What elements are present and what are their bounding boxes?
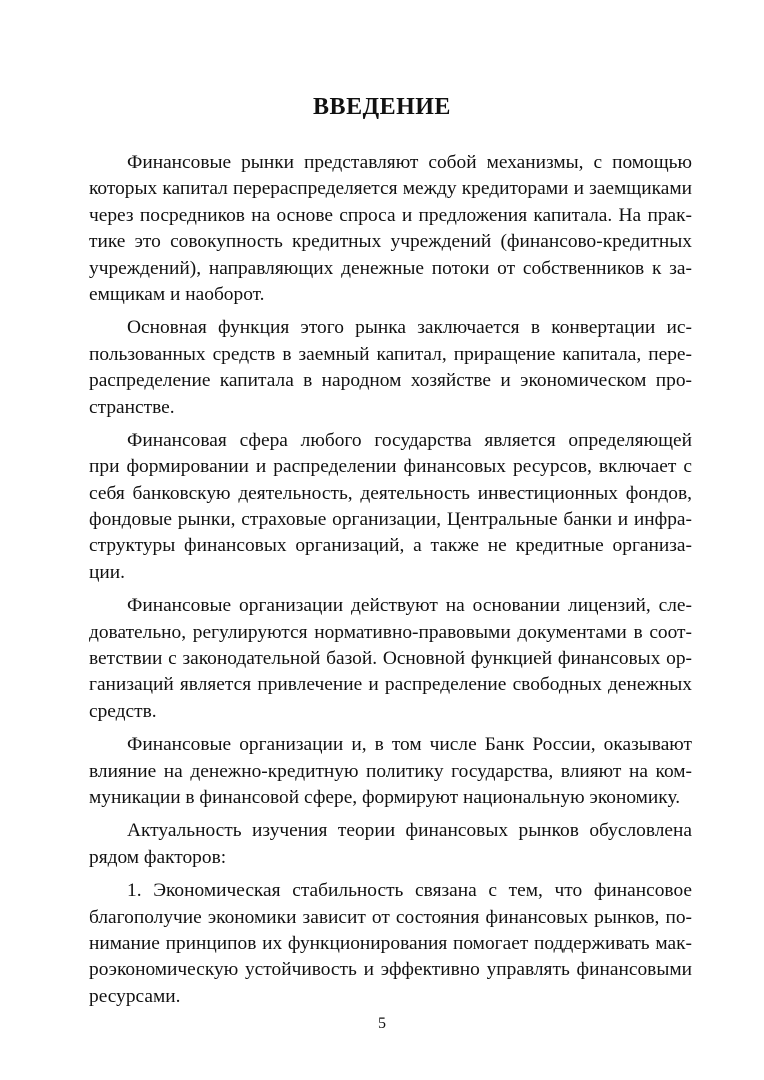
text-line: при формировании и распределении финансовых ресурсов, включает с (89, 456, 692, 478)
text-line: через посредников на основе спроса и предложения капитала. На прак- (89, 204, 692, 226)
text-line: ветствии с законодательной базой. Основной функцией финансовых ор- (89, 648, 692, 670)
text-line: довательно, регулируются нормативно-правовыми документами в соот- (89, 621, 692, 643)
text-line: рядом факторов: (89, 846, 227, 868)
paragraph (89, 150, 692, 308)
text-line: структуры финансовых организаций, а также не кредитные организа- (89, 535, 692, 557)
text-line: Финансовые рынки представляют собой механизмы, с помощью (127, 152, 692, 173)
document-body (89, 150, 692, 1017)
text-line: ганизаций является привлечение и распределение свободных денежных (89, 674, 692, 696)
text-line: роэкономическую устойчивость и эффективно управлять финансовыми (89, 959, 692, 981)
text-line: пользованных средств в заемный капитал, приращение капитала, пере- (89, 343, 692, 365)
text-line: Актуальность изучения теории финансовых рынков обусловлена (127, 820, 692, 842)
text-line: Финансовая сфера любого государства является определяющей (127, 429, 692, 451)
paragraph (89, 818, 692, 871)
page-number: 5 (378, 1015, 386, 1032)
text-line: ресурсами. (89, 985, 181, 1007)
text-line: распределение капитала в народном хозяйстве и экономическом про- (89, 370, 692, 392)
text-line: Финансовые организации и, в том числе Банк России, оказывают (127, 734, 692, 756)
text-line: благополучие экономики зависит от состояния финансовых рынков, по- (89, 906, 692, 928)
text-line: странстве. (89, 396, 175, 418)
paragraph (89, 593, 692, 725)
text-line: учреждений), направляющих денежные потоки от собственников к за- (89, 257, 692, 279)
text-line: фондовые рынки, страховые организации, Центральные банки и инфра- (89, 509, 692, 531)
paragraph (89, 878, 692, 1010)
text-line: влияние на денежно-кредитную политику государства, влияют на ком- (89, 760, 692, 782)
text-line: 1. Экономическая стабильность связана с тем, что финансовое (127, 880, 692, 902)
text-line: Финансовые организации действуют на основании лицензий, сле- (127, 595, 692, 617)
text-line: ции. (89, 561, 125, 583)
paragraph (89, 428, 692, 586)
text-line: тике это совокупность кредитных учреждений (финансово-кредитных (89, 231, 692, 253)
text-line: себя банковскую деятельность, деятельность инвестиционных фондов, (89, 482, 692, 504)
page-title: ВВЕДЕНИЕ (313, 94, 451, 120)
text-line: нимание принципов их функционирования помогает поддерживать мак- (89, 932, 692, 954)
text-line: которых капитал перераспределяется между кредиторами и заемщиками (89, 178, 692, 200)
text-line: средств. (89, 700, 157, 722)
paragraph (89, 315, 692, 421)
text-line: емщикам и наоборот. (89, 283, 265, 305)
text-line: Основная функция этого рынка заключается в конвертации ис- (127, 317, 692, 339)
paragraph (89, 732, 692, 811)
text-line: муникации в финансовой сфере, формируют национальную экономику. (89, 786, 681, 808)
